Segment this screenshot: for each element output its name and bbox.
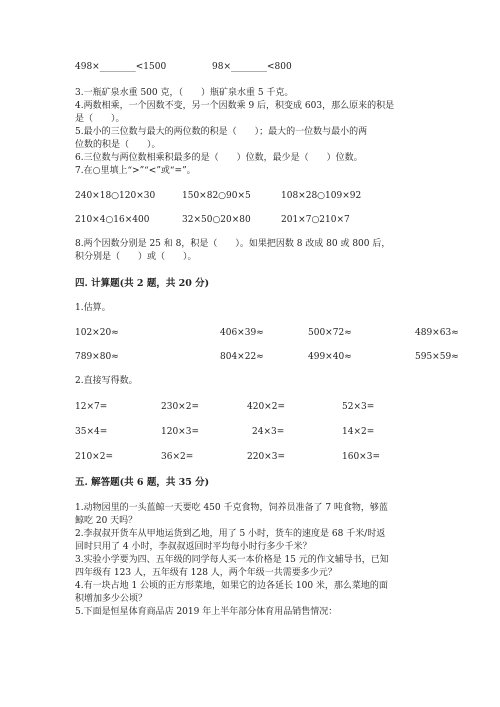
question-3: 3.一瓶矿泉水重 500 克，（ ）瓶矿泉水重 5 千克。 [75, 88, 294, 98]
section-4-q1-label: 1.估算。 [75, 303, 111, 313]
question-8-line-2: 积分别是（ ）或（ ）。 [75, 252, 197, 262]
top-row-right: 98×________<800 [212, 62, 292, 72]
question-4-line-1: 4.两数相乘，一个因数不变，另一个因数乘 9 后，积变成 603，那么原来的积是 [75, 101, 395, 111]
estimate-item: 789×80≈ [75, 352, 119, 362]
direct-item: 220×3= [247, 452, 285, 462]
direct-item: 35×4= [75, 427, 108, 437]
answer-question-3-line-1: 3.实验小学要为四、五年级的同学每人买一本价格是 15 元的作文辅导书，已知 [75, 555, 389, 565]
compare-item: 201×7○210×7 [281, 215, 350, 225]
question-8-line-1: 8.两个因数分别是 25 和 8，积是（ ）。如果把因数 8 改成 80 或 800 后， [75, 239, 391, 249]
direct-row [75, 426, 455, 438]
estimate-row [75, 351, 459, 363]
question-4-line-2: 是（ ）。 [75, 114, 125, 124]
estimate-item: 500×72≈ [308, 328, 352, 338]
question-5-line-2: 位数的积是（ ）。 [75, 140, 161, 150]
compare-item: 240×18○120×30 [75, 191, 156, 201]
top-row-left: 498×________<1500 [75, 62, 167, 72]
section-4-title: 四. 计算题(共 2 题，共 20 分) [75, 278, 210, 289]
direct-item: 210×2= [75, 452, 113, 462]
estimate-item: 489×63≈ [415, 328, 459, 338]
top-row [75, 61, 455, 73]
question-5-line-1: 5.最小的三位数与最大的两位数的积是（ ）；最大的一位数与最小的两 [75, 127, 368, 137]
answer-question-1-line-2: 鲸吃 20 天吗？ [75, 516, 138, 526]
direct-item: 52×3= [342, 402, 375, 412]
estimate-item: 595×59≈ [415, 352, 459, 362]
answer-question-5: 5.下面是恒星体育商品店 2019 年上半年部分体育用品销售情况： [75, 607, 338, 617]
section-5-title: 五. 解答题(共 6 题，共 35 分) [75, 477, 210, 488]
answer-question-4-line-2: 积增加多少公顷？ [75, 594, 148, 604]
direct-item: 120×3= [161, 427, 199, 437]
direct-item: 160×3= [342, 452, 380, 462]
compare-row [75, 214, 455, 226]
direct-item: 420×2= [247, 402, 285, 412]
direct-item: 230×2= [161, 402, 199, 412]
direct-item: 12×7= [75, 402, 108, 412]
answer-question-2-line-1: 2.李叔叔开货车从甲地运货到乙地，用了 5 小时，货车的速度是 68 千米/时返 [75, 529, 386, 539]
question-6: 6.三位数与两位数相乘积最多的是（ ）位数，最少是（ ）位数。 [75, 153, 363, 163]
estimate-item: 102×20≈ [75, 328, 119, 338]
section-4-q2-label: 2.直接写得数。 [75, 376, 138, 386]
compare-row [75, 190, 455, 202]
estimate-item: 499×40≈ [308, 352, 352, 362]
answer-question-3-line-2: 四年级有 123 人，五年级有 128 人，两个年级一共需要多少元？ [75, 568, 337, 578]
estimate-item: 804×22≈ [220, 352, 264, 362]
compare-item: 210×4○16×400 [75, 215, 150, 225]
compare-item: 108×28○109×92 [281, 191, 362, 201]
direct-row [75, 401, 455, 413]
compare-item: 32×50○20×80 [182, 215, 251, 225]
answer-question-1-line-1: 1.动物园里的一头蓝鲸一天要吃 450 千克食物，饲养员准备了 7 吨食物，够蓝 [75, 503, 388, 513]
direct-item: 14×2= [342, 427, 375, 437]
direct-item: 24×3= [252, 427, 285, 437]
estimate-item: 406×39≈ [220, 328, 264, 338]
compare-item: 150×82○90×5 [182, 191, 251, 201]
direct-row [75, 451, 455, 463]
answer-question-4-line-1: 4.有一块占地 1 公顷的正方形菜地，如果它的边各延长 100 米，那么菜地的面 [75, 581, 388, 591]
answer-question-2-line-2: 回时只用了 4 小时，李叔叔返回时平均每小时行多少千米？ [75, 542, 312, 552]
direct-item: 36×2= [161, 452, 194, 462]
question-7: 7.在○里填上“>”“<”或“=”。 [75, 166, 196, 176]
estimate-row [75, 327, 459, 339]
